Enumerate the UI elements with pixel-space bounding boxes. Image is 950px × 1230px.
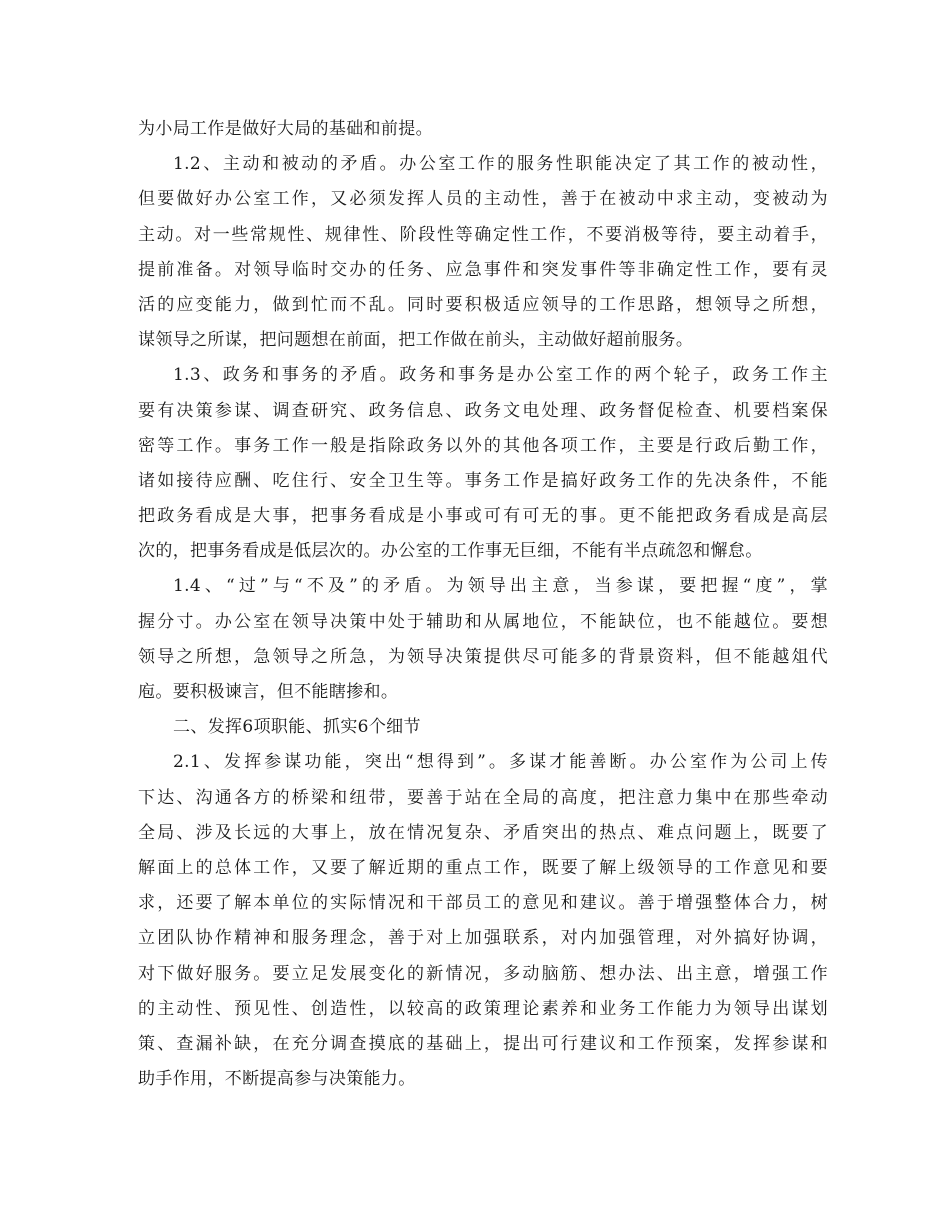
paragraph-line: 解面上的总体工作，又要了解近期的重点工作，既要了解上级领导的工作意见和要 <box>138 857 828 878</box>
paragraph-line: 次的，把事务看成是低层次的。办公室的工作事无巨细，不能有半点疏忽和懈怠。 <box>138 541 763 562</box>
section-heading: 二、发挥6项职能、抓实6个细节 <box>173 717 421 738</box>
paragraph-line: 立团队协作精神和服务理念，善于对上加强联系，对内加强管理，对外搞好协调， <box>138 928 828 949</box>
paragraph-line: 谋领导之所谋，把问题想在前面，把工作做在前头，主动做好超前服务。 <box>138 330 694 351</box>
paragraph-first-line: 1.4、“过”与“不及”的矛盾。为领导出主意，当参谋，要把握“度”，掌 <box>173 576 828 597</box>
paragraph-line: 诸如接待应酬、吃住行、安全卫生等。事务工作是搞好政务工作的先决条件，不能 <box>138 470 828 491</box>
paragraph-line: 密等工作。事务工作一般是指除政务以外的其他各项工作，主要是行政后勤工作， <box>138 435 828 456</box>
paragraph-line: 全局、涉及长远的大事上，放在情况复杂、矛盾突出的热点、难点问题上，既要了 <box>138 822 828 843</box>
paragraph-line: 助手作用，不断提高参与决策能力。 <box>138 1069 416 1090</box>
paragraph-first-line: 1.2、主动和被动的矛盾。办公室工作的服务性职能决定了其工作的被动性， <box>173 154 828 175</box>
paragraph-line: 主动。对一些常规性、规律性、阶段性等确定性工作，不要消极等待，要主动着手， <box>138 224 828 245</box>
paragraph-line: 对下做好服务。要立足发展变化的新情况，多动脑筋、想办法、出主意，增强工作 <box>138 963 828 984</box>
paragraph-line: 策、查漏补缺，在充分调查摸底的基础上，提出可行建议和工作预案，发挥参谋和 <box>138 1033 828 1054</box>
paragraph-line: 庖。要积极谏言，但不能瞎掺和。 <box>138 682 399 702</box>
document-body <box>138 112 828 1097</box>
paragraph-line: 握分寸。办公室在领导决策中处于辅助和从属地位，不能缺位，也不能越位。要想 <box>138 611 828 632</box>
paragraph-line: 但要做好办公室工作，又必须发挥人员的主动性，善于在被动中求主动，变被动为 <box>138 189 828 210</box>
paragraph-line: 要有决策参谋、调查研究、政务信息、政务文电处理、政务督促检查、机要档案保 <box>138 400 828 421</box>
paragraph-line: 活的应变能力，做到忙而不乱。同时要积极适应领导的工作思路，想领导之所想， <box>138 294 828 315</box>
paragraph-line: 把政务看成是大事，把事务看成是小事或可有可无的事。更不能把政务看成是高层 <box>138 506 828 527</box>
paragraph-line: 领导之所想，急领导之所急，为领导决策提供尽可能多的背景资料，但不能越俎代 <box>138 646 828 667</box>
paragraph-line: 求，还要了解本单位的实际情况和干部员工的意见和建议。善于增强整体合力，树 <box>138 893 828 914</box>
paragraph-line: 为小局工作是做好大局的基础和前提。 <box>138 119 433 139</box>
paragraph-first-line: 2.1、发挥参谋功能，突出“想得到”。多谋才能善断。办公室作为公司上传 <box>173 752 828 773</box>
paragraph-line: 提前准备。对领导临时交办的任务、应急事件和突发事件等非确定性工作，要有灵 <box>138 259 828 280</box>
paragraph-line: 的主动性、预见性、创造性，以较高的政策理论素养和业务工作能力为领导出谋划 <box>138 998 828 1019</box>
paragraph-line: 下达、沟通各方的桥梁和纽带，要善于站在全局的高度，把注意力集中在那些牵动 <box>138 787 828 808</box>
paragraph-first-line: 1.3、政务和事务的矛盾。政务和事务是办公室工作的两个轮子，政务工作主 <box>173 365 828 386</box>
